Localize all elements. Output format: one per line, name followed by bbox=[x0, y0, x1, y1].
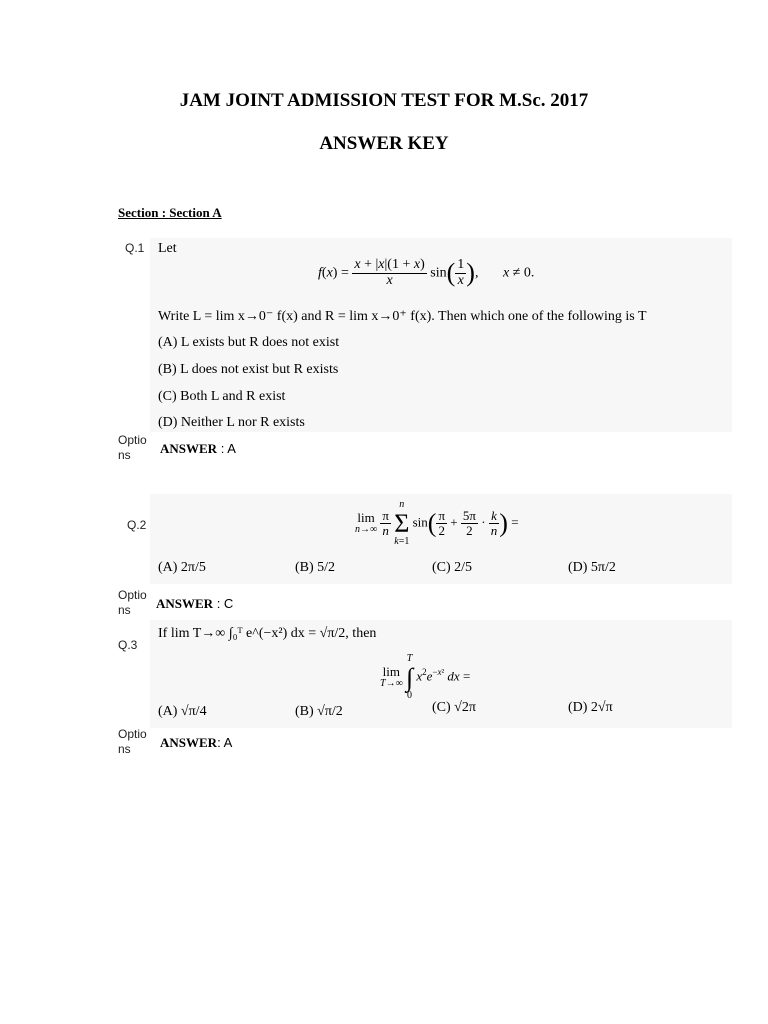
question-number-1: Q.1 bbox=[125, 241, 145, 255]
answer-3-label: ANSWER bbox=[160, 735, 218, 750]
answer-3-separator: : bbox=[217, 735, 224, 750]
answer-3 bbox=[160, 735, 232, 751]
question-number-2: Q.2 bbox=[127, 518, 147, 532]
q1-option-c: (C) Both L and R exist bbox=[158, 389, 286, 404]
question-1-body bbox=[150, 238, 732, 432]
question-number-3: Q.3 bbox=[118, 638, 138, 652]
options-label-1: Optio ns bbox=[118, 433, 147, 462]
q3-option-c: (C) √2π bbox=[432, 700, 476, 715]
answer-2-value: C bbox=[223, 596, 234, 611]
q2-option-b: (B) 5/2 bbox=[295, 560, 336, 575]
q3-expression: lim T→∞ T ∫ 0 $x^2e^{-x^2}$ dx = bbox=[380, 653, 471, 701]
options-label-3: Optio ns bbox=[118, 727, 147, 756]
q1-option-a: (A) L exists but R does not exist bbox=[158, 335, 340, 350]
answer-2-label: ANSWER bbox=[156, 596, 214, 611]
q2-option-a: (A) 2π/5 bbox=[158, 560, 206, 575]
q2-option-d: (D) 5π/2 bbox=[568, 560, 616, 575]
answer-2-separator: : bbox=[213, 596, 224, 611]
answer-1-separator: : bbox=[217, 441, 228, 456]
q1-stem: Write L = lim x→0⁻ f(x) and R = lim x→0⁺ f(x). Then which one of the following is T bbox=[158, 309, 647, 324]
document-subtitle: ANSWER KEY bbox=[319, 133, 449, 154]
q1-option-b: (B) L does not exist but R exists bbox=[158, 362, 339, 377]
answer-1-value: A bbox=[227, 441, 236, 456]
question-2-body bbox=[150, 494, 732, 584]
answer-2 bbox=[156, 596, 233, 612]
answer-1-label: ANSWER bbox=[160, 441, 218, 456]
q1-intro: Let bbox=[158, 241, 177, 256]
section-heading: Section : Section A bbox=[118, 205, 222, 220]
q1-function: f(x) = $\frac{x + |x|(1 + x)}{x}$ sin( $\frac{1}{x}$ ), x ≠ 0. bbox=[318, 257, 535, 288]
answer-3-value: A bbox=[223, 735, 233, 750]
question-3-body bbox=[150, 620, 732, 728]
q3-option-b: (B) √π/2 bbox=[295, 704, 343, 719]
q2-expression: lim n→∞ $\frac{\pi}{n}$ n Σ k=1 sin( $\frac{\pi}{2}$ + $\frac{5\pi}{2}$ · $\frac{k}{n}$ ) = bbox=[355, 499, 519, 547]
answer-1 bbox=[160, 441, 236, 457]
q2-option-c: (C) 2/5 bbox=[432, 560, 473, 575]
q3-intro: If lim T→∞ ∫₀ᵀ e^(−x²) dx = √π/2, then bbox=[158, 626, 377, 641]
q3-option-d: (D) 2√π bbox=[568, 700, 613, 715]
document-title: JAM JOINT ADMISSION TEST FOR M.Sc. 2017 bbox=[179, 90, 589, 111]
q3-option-a: (A) √π/4 bbox=[158, 704, 207, 719]
q1-option-d: (D) Neither L nor R exists bbox=[158, 415, 305, 430]
options-label-2: Optio ns bbox=[118, 588, 147, 617]
